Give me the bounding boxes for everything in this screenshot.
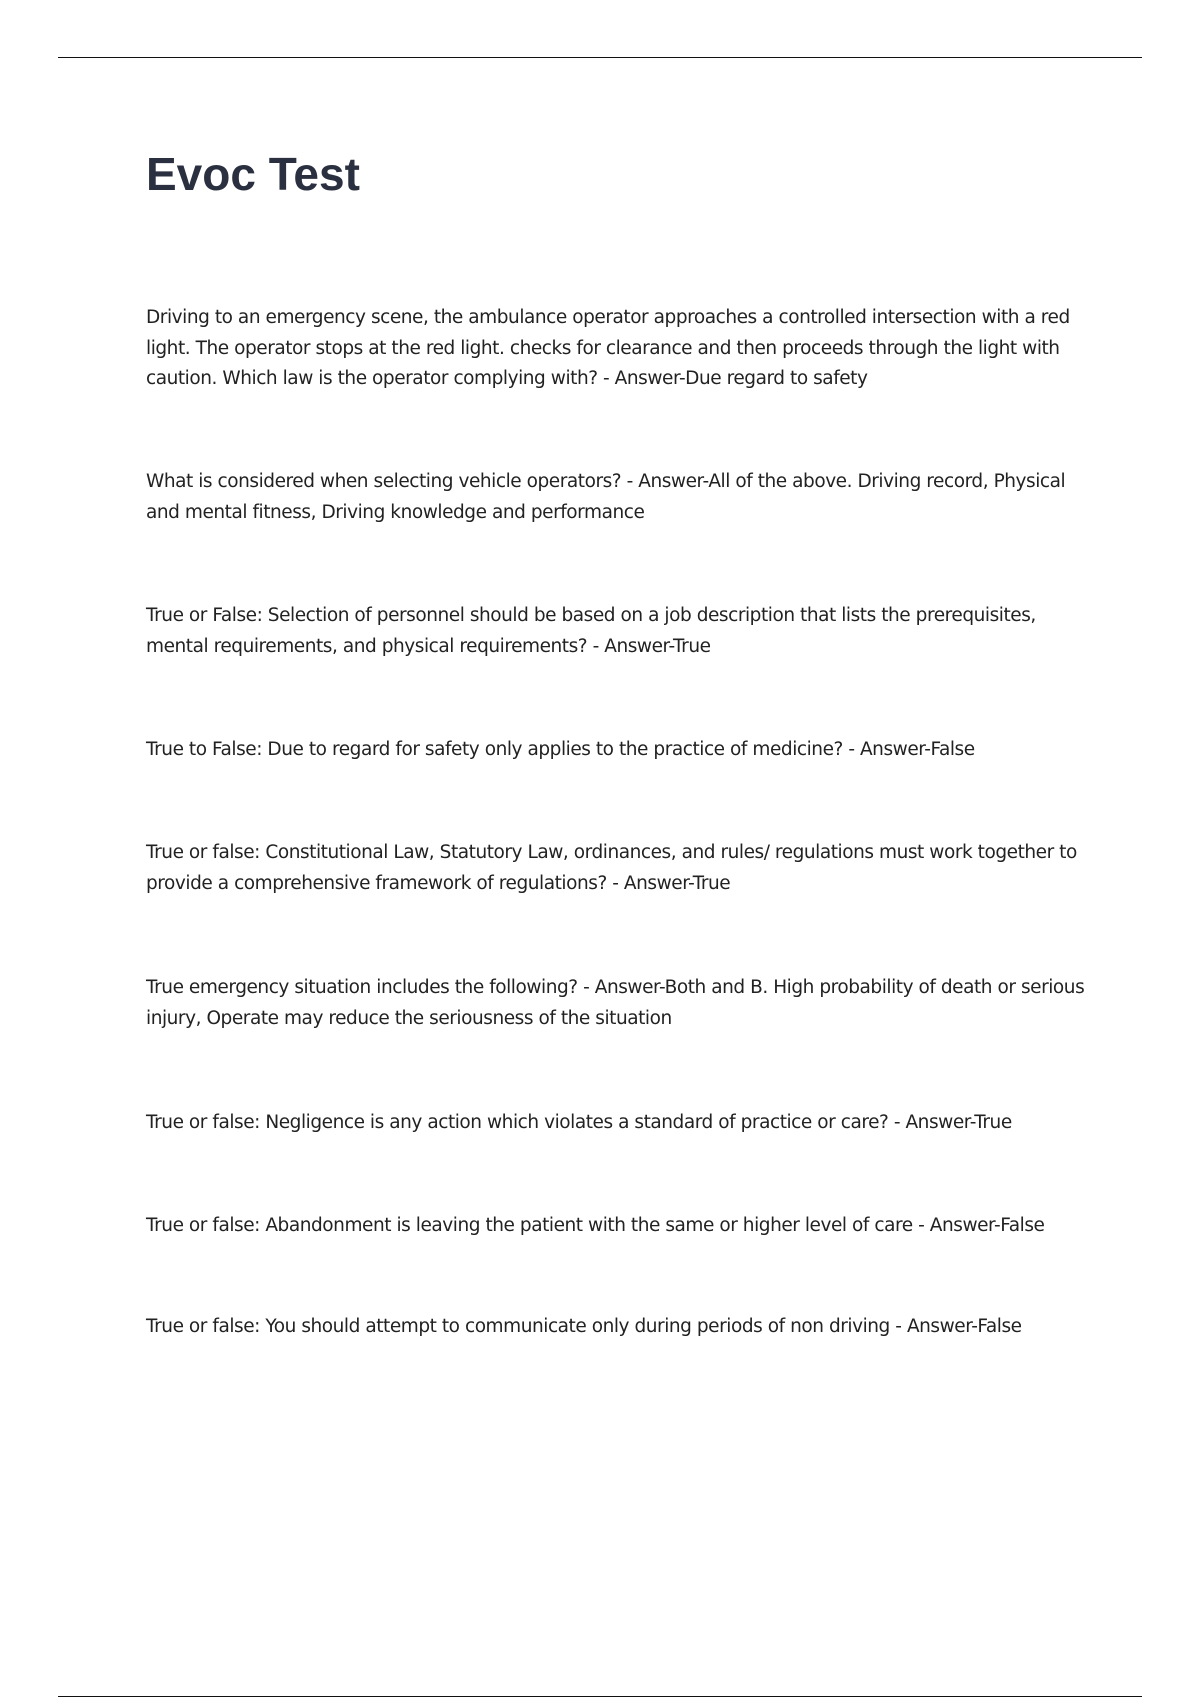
qa-item: What is considered when selecting vehicle operators? - Answer-All of the above. Driving record, Physical and mental fitness, Driving knowledge and performance — [146, 471, 1066, 523]
qa-item: True or false: Abandonment is leaving the patient with the same or higher level of care - Answer-False — [146, 1215, 1045, 1236]
header-divider — [58, 57, 1142, 58]
qa-item: True to False: Due to regard for safety only applies to the practice of medicine? - Answer-False — [146, 739, 975, 760]
document-title: Evoc Test — [146, 148, 360, 200]
qa-item: True or False: Selection of personnel should be based on a job description that lists the prerequisites, mental requirements, and physical requirements? - Answer-True — [146, 605, 1036, 657]
footer-divider — [58, 1696, 1142, 1697]
qa-item: True or false: You should attempt to communicate only during periods of non driving - Answer-False — [146, 1316, 1022, 1337]
qa-item: True emergency situation includes the following? - Answer-Both and B. High probability of death or serious injury, Operate may reduce the seriousness of the situation — [146, 977, 1085, 1029]
qa-item: Driving to an emergency scene, the ambulance operator approaches a controlled intersection with a red light. The operator stops at the red light. checks for clearance and then proceeds through the light with caution. Which law is the operator complying with? - Answer-Due regard to safety — [146, 307, 1070, 389]
qa-item: True or false: Constitutional Law, Statutory Law, ordinances, and rules/ regulations must work together to provide a comprehensive framework of regulations? - Answer-True — [146, 842, 1077, 894]
qa-item: True or false: Negligence is any action which violates a standard of practice or care? - Answer-True — [146, 1112, 1012, 1133]
